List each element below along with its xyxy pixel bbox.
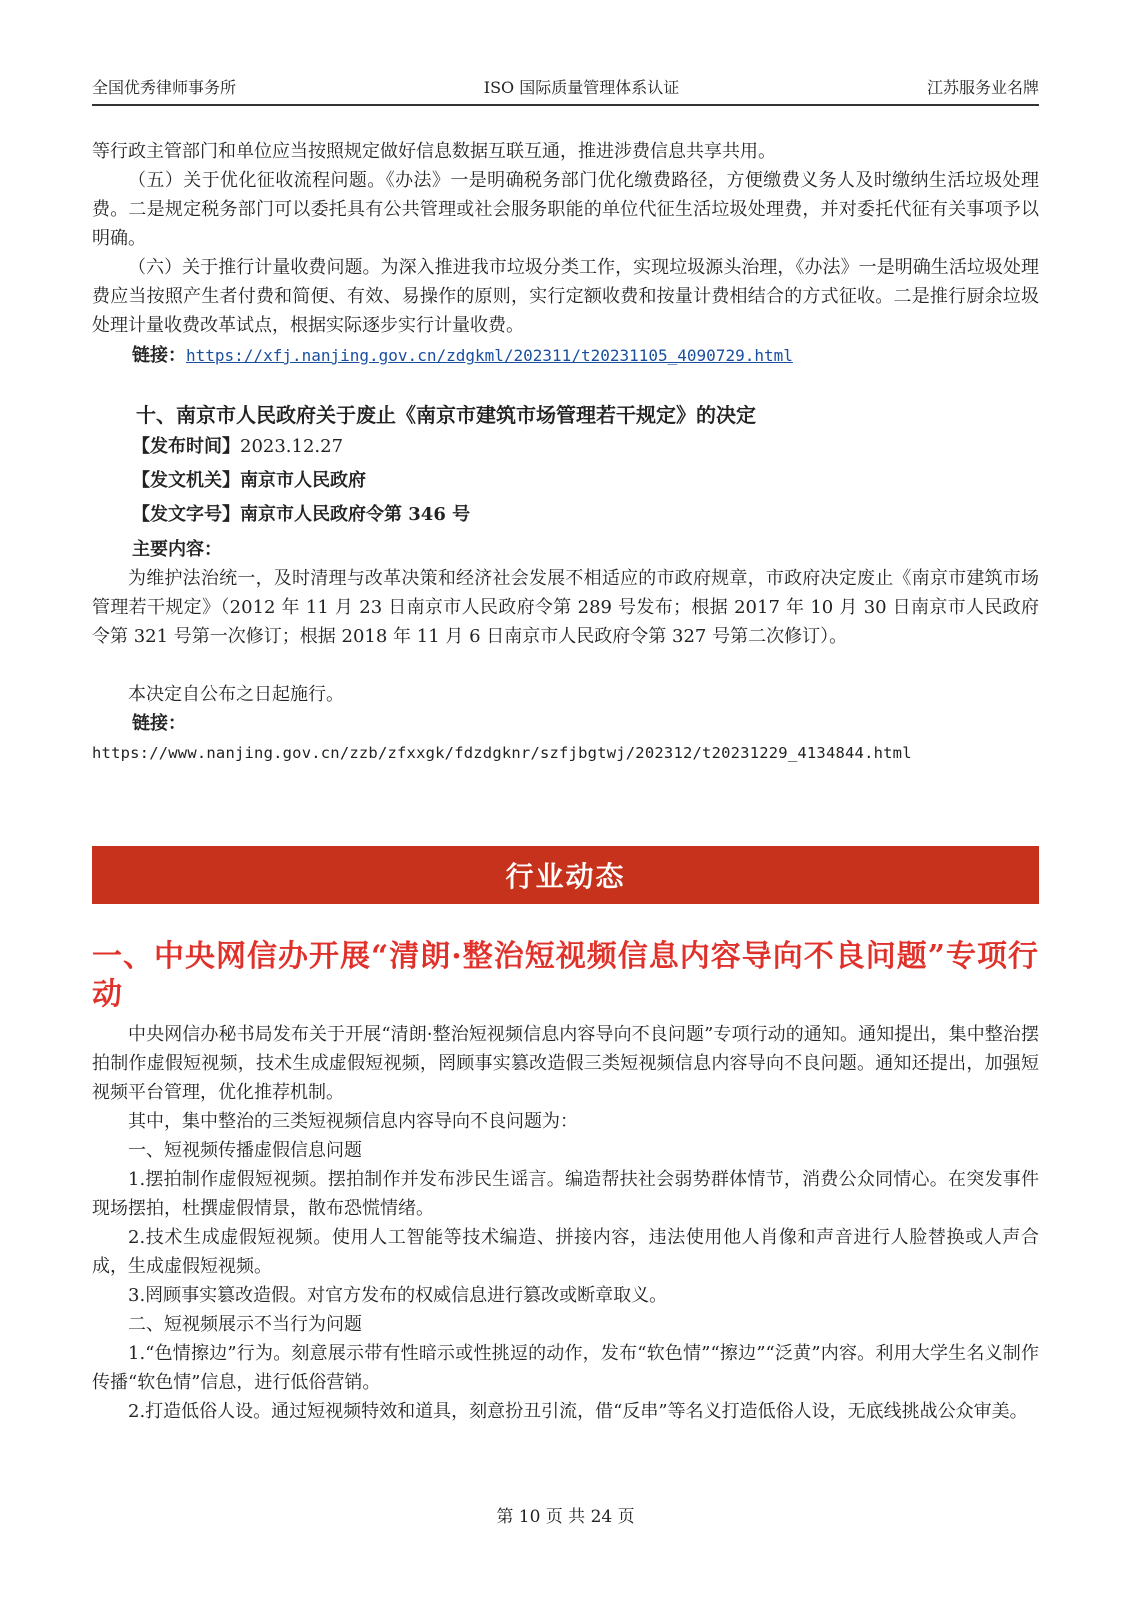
paragraph: 2.打造低俗人设。通过短视频特效和道具，刻意扮丑引流，借“反串”等名义打造低俗人设，无底线挑战公众审美。	[128, 1401, 1028, 1422]
paragraph: 为维护法治统一，及时清理与改革决策和经济社会发展不相适应的市政府规章，市政府决定废止《南京市建筑市场管理若干规定》（2012 年 11 月 23 日南京市人民政府令第 289 号发布；根据 2017 年 10 月 30 日南京市人民政府令第 321 号第一次修订；根据 2018 年 11 月 6 日南京市人民政府令第 327 号第二次修订）。	[92, 568, 1039, 647]
paragraph: 等行政主管部门和单位应当按照规定做好信息数据互联互通，推进涉费信息共享共用。	[92, 141, 776, 162]
meta-value: 南京市人民政府	[240, 470, 366, 491]
paragraph: （五）关于优化征收流程问题。《办法》一是明确税务部门优化缴费路径，方便缴费义务人及时缴纳生活垃圾处理费。二是规定税务部门可以委托具有公共管理或社会服务职能的单位代征生活垃圾处理费，并对委托代征有关事项予以明确。	[92, 170, 1039, 249]
meta-label: 【发文机关】	[132, 470, 240, 491]
paragraph: 一、短视频传播虚假信息问题	[128, 1140, 362, 1161]
meta-label: 【发布时间】	[132, 436, 240, 457]
link-label: 链接：	[132, 345, 186, 366]
paragraph: （六）关于推行计量收费问题。为深入推进我市垃圾分类工作，实现垃圾源头治理，《办法》一是明确生活垃圾处理费应当按照产生者付费和简便、有效、易操作的原则，实行定额收费和按量计费相结合的方式征收。二是推行厨余垃圾处理计量收费改革试点，根据实际逐步实行计量收费。	[92, 257, 1039, 336]
paragraph: 其中，集中整治的三类短视频信息内容导向不良问题为：	[128, 1111, 578, 1132]
meta-docno	[92, 500, 1039, 530]
paragraph: 1.摆拍制作虚假短视频。摆拍制作并发布涉民生谣言。编造帮扶社会弱势群体情节，消费公众同情心。在突发事件现场摆拍，杜撰虚假情景，散布恐慌情绪。	[92, 1169, 1039, 1219]
link-label: 链接：	[132, 713, 186, 734]
source-link[interactable]: https://www.nanjing.gov.cn/zzb/zfxxgk/fdzdgknr/szfjbgtwj/202312/t20231229_4134844.html	[92, 744, 912, 762]
meta-label: 【发文字号】	[132, 504, 240, 525]
link-line	[92, 738, 1039, 768]
news-title: 一、中央网信办开展“清朗·整治短视频信息内容导向不良问题”专项行动	[92, 939, 1039, 1012]
page-footer: 第 10 页 共 24 页	[496, 1507, 635, 1527]
meta-value: 南京市人民政府令第 346 号	[240, 504, 471, 525]
header-right: 江苏服务业名牌	[926, 78, 1039, 97]
link-line	[92, 341, 1039, 370]
meta-value: 2023.12.27	[240, 436, 344, 457]
section-title: 十、南京市人民政府关于废止《南京市建筑市场管理若干规定》的决定	[136, 403, 756, 427]
meta-issuer	[92, 466, 1039, 496]
paragraph: 二、短视频展示不当行为问题	[128, 1314, 362, 1335]
paragraph: 中央网信办秘书局发布关于开展“清朗·整治短视频信息内容导向不良问题”专项行动的通知。通知提出，集中整治摆拍制作虚假短视频，技术生成虚假短视频，罔顾事实篡改造假三类短视频信息内容导向不良问题。通知还提出，加强短视频平台管理，优化推荐机制。	[92, 1024, 1039, 1103]
section-banner: 行业动态	[92, 846, 1039, 904]
meta-date	[92, 432, 1039, 462]
content-label: 主要内容：	[132, 539, 222, 560]
paragraph: 3.罔顾事实篡改造假。对官方发布的权威信息进行篡改或断章取义。	[128, 1285, 668, 1306]
paragraph: 本决定自公布之日起施行。	[128, 684, 344, 705]
paragraph: 1.“色情擦边”行为。刻意展示带有性暗示或性挑逗的动作，发布“软色情”“擦边”“泛黄”内容。利用大学生名义制作传播“软色情”信息，进行低俗营销。	[92, 1343, 1039, 1393]
header-center: ISO 国际质量管理体系认证	[483, 78, 680, 97]
page-header	[92, 78, 1039, 106]
paragraph: 2.技术生成虚假短视频。使用人工智能等技术编造、拼接内容，违法使用他人肖像和声音进行人脸替换或人声合成，生成虚假短视频。	[92, 1227, 1039, 1277]
source-link[interactable]: https://xfj.nanjing.gov.cn/zdgkml/202311/t20231105_4090729.html	[186, 346, 793, 365]
header-left: 全国优秀律师事务所	[92, 78, 237, 97]
